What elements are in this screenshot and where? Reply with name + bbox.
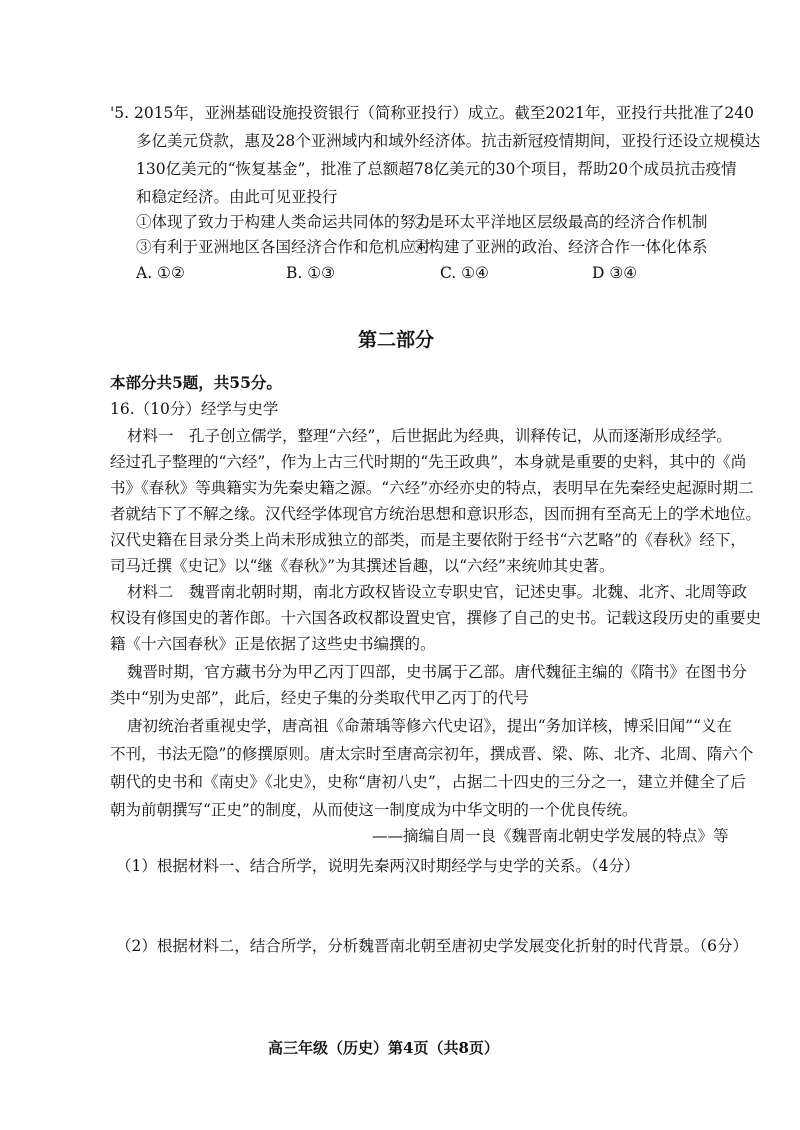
q15-line-4: 和稳定经济。由此可见亚投行 bbox=[136, 188, 338, 206]
q16-material-1-line: 汉代史籍在目录分类上尚未形成独立的部类，而是主要依附于经书“六艺略”的《春秋》经下， bbox=[110, 531, 746, 549]
q15-statement-4: ④构建了亚洲的政治、经济合作一体化体系 bbox=[413, 238, 708, 256]
q15-statement-1: ①体现了致力于构建人类命运共同体的努力 bbox=[136, 213, 431, 231]
q15-option-a[interactable]: A. ①② bbox=[136, 264, 185, 282]
q16-material-2-line: 类中“别为史部”，此后，经史子集的分类取代甲乙丙丁的代号 bbox=[110, 689, 529, 707]
q16-material-2-line: 不刊，书法无隐”的修撰原则。唐太宗时至唐高宗初年，撰成晋、梁、陈、北齐、北周、隋六个 bbox=[110, 745, 754, 763]
q16-material-1-line: 者就结下了不解之缘。汉代经学体现官方统治思想和意识形态，因而拥有至高无上的学术地位。 bbox=[110, 505, 762, 523]
q16-header: 16.（10分）经学与史学 bbox=[110, 400, 279, 418]
q16-material-2-line: 唐初统治者重视史学，唐高祖《命萧瑀等修六代史诏》，提出“务加详核，博采旧闻”“义在 bbox=[127, 717, 733, 735]
q16-material-2-line: 朝为前朝撰写“正史”的制度，从而使这一制度成为中华文明的一个优良传统。 bbox=[110, 801, 638, 819]
q16-material-1-line: 材料一 孔子创立儒学，整理“六经”，后世据此为经典，训释传记，从而逐渐形成经学。 bbox=[127, 427, 732, 445]
q16-material-2-line: 魏晋时期，官方藏书分为甲乙丙丁四部，史书属于乙部。唐代魏征主编的《隋书》在图书分 bbox=[127, 663, 748, 681]
q16-material-2-line: 材料二 魏晋南北朝时期，南北方政权皆设立专职史官，记述史事。北魏、北齐、北周等政 bbox=[127, 583, 748, 601]
q15-option-d[interactable]: D ③④ bbox=[592, 264, 638, 282]
q16-subquestion-1: （1）根据材料一、结合所学，说明先秦两汉时期经学与史学的关系。（4分） bbox=[116, 857, 640, 875]
q15-line-1: '5. 2015年，亚洲基础设施投资银行（简称亚投行）成立。截至2021年，亚投行共批准了240 bbox=[110, 104, 754, 122]
q16-material-2-line: 籍《十六国春秋》正是依据了这些史书编撰的。 bbox=[110, 635, 436, 653]
part-2-title: 第二部分 bbox=[358, 329, 435, 351]
q15-statement-3: ③有利于亚洲地区各国经济合作和危机应对 bbox=[136, 238, 431, 256]
q16-material-2-line: 朝代的史书和《南史》《北史》，史称“唐初八史”，占据二十四史的三分之一，建立并健全了后 bbox=[110, 773, 746, 791]
q16-material-1-line: 司马迁撰《史记》以“继《春秋》”为其撰述旨趣，以“六经”来统帅其史著。 bbox=[110, 557, 615, 575]
q16-source: ——摘编自周一良《魏晋南北朝史学发展的特点》等 bbox=[372, 827, 729, 845]
q16-material-1-line: 书》《春秋》等典籍实为先秦史籍之源。“六经”亦经亦史的特点，表明早在先秦经史起源时期二 bbox=[110, 479, 754, 497]
q16-material-1-line: 经过孔子整理的“六经”，作为上古三代时期的“先王政典”，本身就是重要的史料，其中的《尚 bbox=[110, 453, 747, 471]
part-2-intro: 本部分共5题，共55分。 bbox=[110, 373, 282, 392]
q15-option-b[interactable]: B. ①③ bbox=[286, 264, 336, 282]
q15-line-3: 130亿美元的“恢复基金”，批准了总额超78亿美元的30个项目，帮助20个成员抗击疫情 bbox=[136, 160, 737, 178]
q16-subquestion-2: （2）根据材料二，结合所学，分析魏晋南北朝至唐初史学发展变化折射的时代背景。（6分） bbox=[116, 937, 748, 955]
q16-material-2-line: 权设有修国史的著作郎。十六国各政权都设置史官，撰修了自己的史书。记载这段历史的重要史 bbox=[110, 609, 762, 627]
q15-statement-2: ②是环太平洋地区层级最高的经济合作机制 bbox=[413, 213, 708, 231]
q15-line-2: 多亿美元贷款，惠及28个亚洲域内和域外经济体。抗击新冠疫情期间，亚投行还设立规模达 bbox=[136, 132, 761, 150]
page-footer: 高三年级（历史）第4页（共8页） bbox=[268, 1039, 499, 1057]
q15-option-c[interactable]: C. ①④ bbox=[440, 264, 489, 282]
